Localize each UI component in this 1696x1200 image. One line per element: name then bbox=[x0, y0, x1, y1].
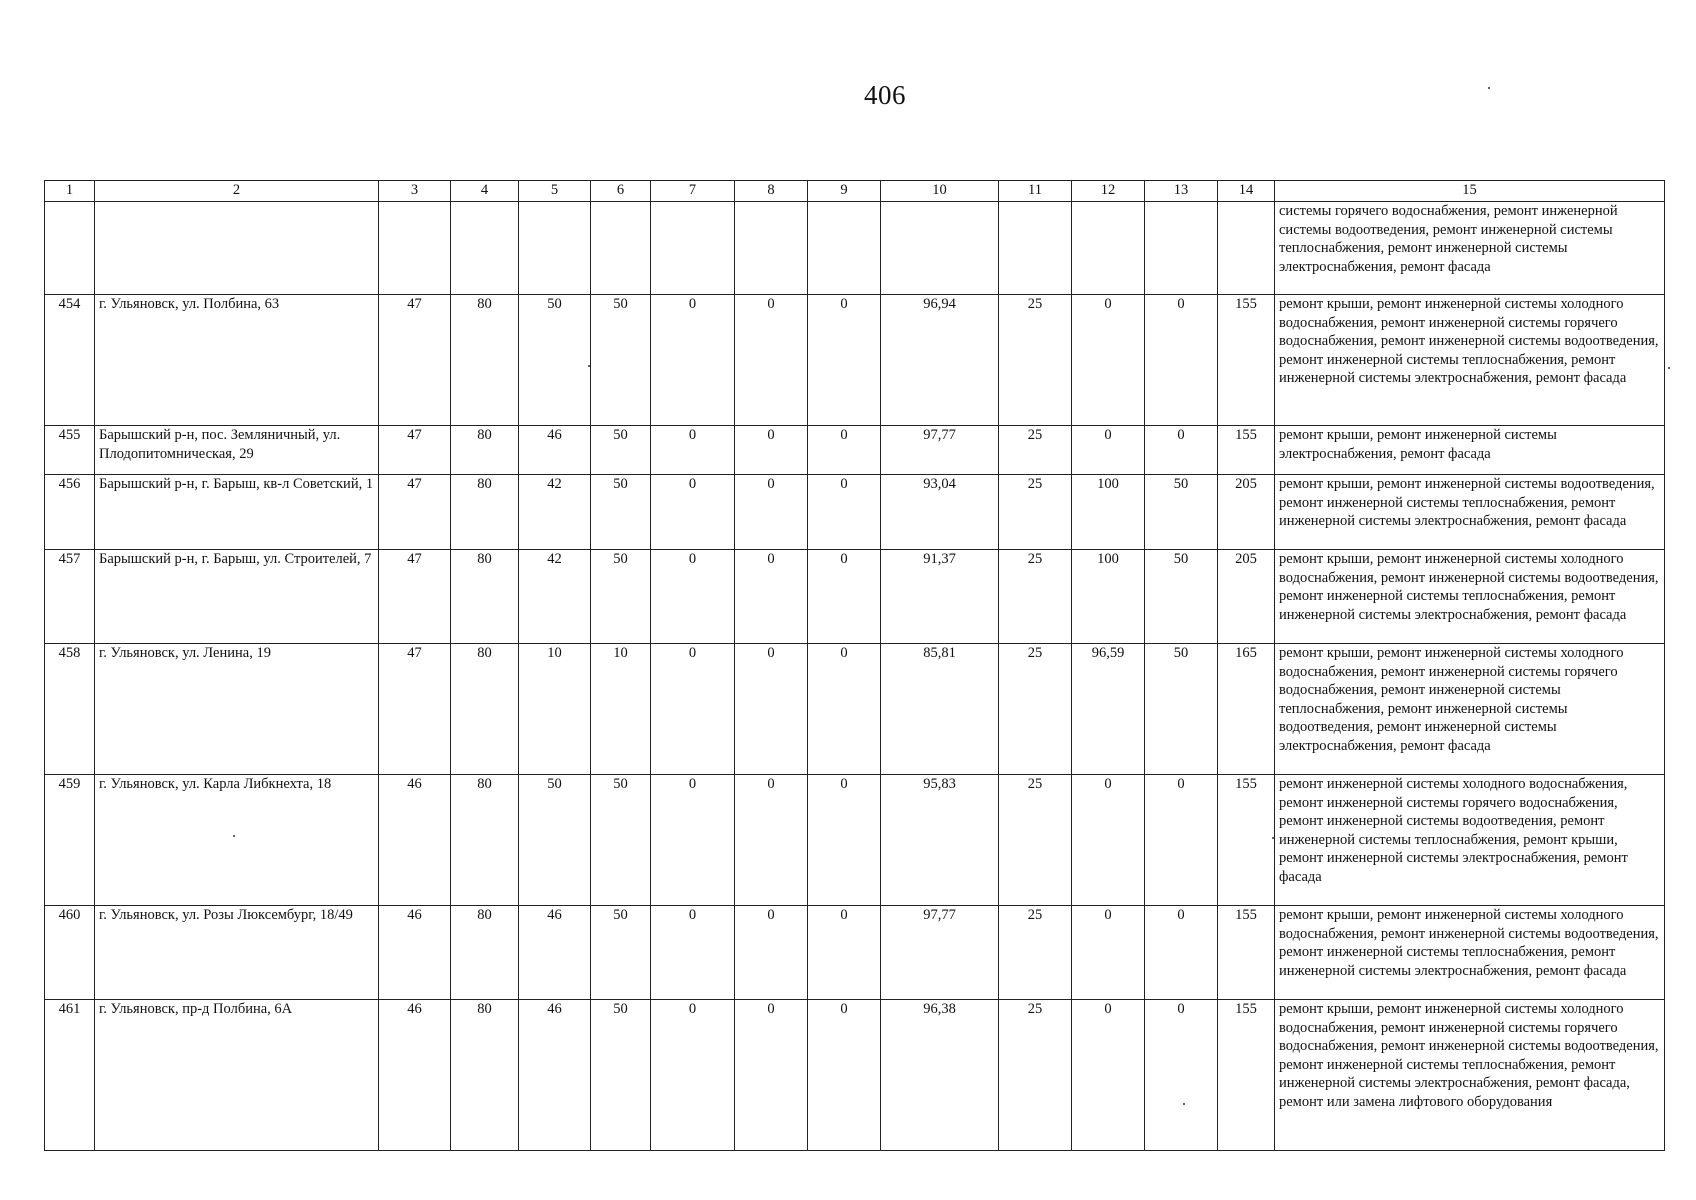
column-header: 6 bbox=[591, 181, 651, 202]
row-number: 461 bbox=[45, 1000, 95, 1151]
value-cell: 50 bbox=[1145, 644, 1218, 775]
value-cell: 0 bbox=[651, 644, 735, 775]
address-cell: г. Ульяновск, ул. Розы Люксембург, 18/49 bbox=[95, 906, 379, 1000]
value-cell: 91,37 bbox=[881, 550, 999, 644]
value-cell: 0 bbox=[651, 475, 735, 550]
column-header: 13 bbox=[1145, 181, 1218, 202]
value-cell: 0 bbox=[1072, 1000, 1145, 1151]
value-cell: 155 bbox=[1218, 1000, 1275, 1151]
address-cell: Барышский р-н, г. Барыш, ул. Строителей, 7 bbox=[95, 550, 379, 644]
value-cell: 50 bbox=[591, 426, 651, 475]
value-cell: 96,38 bbox=[881, 1000, 999, 1151]
value-cell: 50 bbox=[519, 775, 591, 906]
value-cell: 25 bbox=[999, 644, 1072, 775]
page-number: 406 bbox=[864, 80, 906, 110]
value-cell: 0 bbox=[1072, 426, 1145, 475]
value-cell: 47 bbox=[379, 644, 451, 775]
value-cell: 80 bbox=[451, 644, 519, 775]
value-cell: 0 bbox=[651, 906, 735, 1000]
value-cell: 50 bbox=[591, 775, 651, 906]
value-cell: 47 bbox=[379, 550, 451, 644]
value-cell: 0 bbox=[808, 295, 881, 426]
value-cell: 47 bbox=[379, 426, 451, 475]
value-cell: 50 bbox=[591, 906, 651, 1000]
works-list: системы горячего водоснабжения, ремонт инженерной системы водоотведения, ремонт инженерной системы теплоснабжения, ремонт инженерной системы электроснабжения, ремонт фасада bbox=[1275, 202, 1665, 295]
value-cell: 96,94 bbox=[881, 295, 999, 426]
works-list: ремонт инженерной системы холодного водоснабжения, ремонт инженерной системы горячего водоснабжения, ремонт инженерной системы водоотведения, ремонт инженерной системы теплоснабжения, ремонт крыши, ремонт инженерной системы электроснабжения, ремонт фасада bbox=[1275, 775, 1665, 906]
row-number: 454 bbox=[45, 295, 95, 426]
value-cell: 0 bbox=[651, 1000, 735, 1151]
address-cell: г. Ульяновск, пр-д Полбина, 6А bbox=[95, 1000, 379, 1151]
value-cell: 0 bbox=[808, 775, 881, 906]
value-cell: 0 bbox=[735, 644, 808, 775]
value-cell: 0 bbox=[808, 475, 881, 550]
scan-speck bbox=[233, 835, 235, 837]
value-cell: 0 bbox=[735, 475, 808, 550]
value-cell: 155 bbox=[1218, 426, 1275, 475]
table-row bbox=[45, 295, 1665, 426]
value-cell: 47 bbox=[379, 295, 451, 426]
value-cell: 50 bbox=[1145, 550, 1218, 644]
value-cell: 0 bbox=[651, 775, 735, 906]
column-header: 4 bbox=[451, 181, 519, 202]
column-header: 8 bbox=[735, 181, 808, 202]
column-header: 12 bbox=[1072, 181, 1145, 202]
works-list: ремонт крыши, ремонт инженерной системы холодного водоснабжения, ремонт инженерной системы водоотведения, ремонт инженерной системы теплоснабжения, ремонт инженерной системы электроснабжения, ремонт фасада bbox=[1275, 906, 1665, 1000]
column-header: 11 bbox=[999, 181, 1072, 202]
value-cell: 80 bbox=[451, 550, 519, 644]
value-cell: 97,77 bbox=[881, 906, 999, 1000]
value-cell: 0 bbox=[735, 906, 808, 1000]
value-cell: 25 bbox=[999, 295, 1072, 426]
value-cell: 0 bbox=[808, 550, 881, 644]
value-cell: 85,81 bbox=[881, 644, 999, 775]
value-cell: 100 bbox=[1072, 550, 1145, 644]
value-cell: 0 bbox=[651, 295, 735, 426]
address-cell: Барышский р-н, пос. Земляничный, ул. Плодопитомническая, 29 bbox=[95, 426, 379, 475]
table-row bbox=[45, 550, 1665, 644]
row-number: 455 bbox=[45, 426, 95, 475]
value-cell: 10 bbox=[591, 644, 651, 775]
works-list: ремонт крыши, ремонт инженерной системы электроснабжения, ремонт фасада bbox=[1275, 426, 1665, 475]
scan-speck bbox=[588, 365, 590, 367]
value-cell: 50 bbox=[591, 550, 651, 644]
works-list: ремонт крыши, ремонт инженерной системы водоотведения, ремонт инженерной системы теплоснабжения, ремонт инженерной системы электроснабжения, ремонт фасада bbox=[1275, 475, 1665, 550]
value-cell: 0 bbox=[735, 550, 808, 644]
value-cell: 0 bbox=[808, 426, 881, 475]
value-cell: 0 bbox=[1145, 295, 1218, 426]
value-cell: 50 bbox=[591, 1000, 651, 1151]
value-cell: 95,83 bbox=[881, 775, 999, 906]
value-cell: 80 bbox=[451, 426, 519, 475]
value-cell: 80 bbox=[451, 1000, 519, 1151]
value-cell: 46 bbox=[379, 1000, 451, 1151]
value-cell: 46 bbox=[379, 906, 451, 1000]
value-cell: 50 bbox=[519, 295, 591, 426]
value-cell: 42 bbox=[519, 475, 591, 550]
continuation-row bbox=[45, 202, 1665, 295]
value-cell: 80 bbox=[451, 775, 519, 906]
value-cell: 155 bbox=[1218, 295, 1275, 426]
table-row bbox=[45, 906, 1665, 1000]
works-list: ремонт крыши, ремонт инженерной системы холодного водоснабжения, ремонт инженерной системы горячего водоснабжения, ремонт инженерной системы водоотведения, ремонт инженерной системы теплоснабжения, ремонт инженерной системы электроснабжения, ремонт фасада, ремонт или замена лифтового оборудования bbox=[1275, 1000, 1665, 1151]
address-cell: г. Ульяновск, ул. Карла Либкнехта, 18 bbox=[95, 775, 379, 906]
column-header: 7 bbox=[651, 181, 735, 202]
value-cell: 0 bbox=[735, 426, 808, 475]
row-number: 459 bbox=[45, 775, 95, 906]
scan-speck bbox=[1488, 87, 1490, 89]
table-row bbox=[45, 644, 1665, 775]
scan-speck bbox=[1183, 1103, 1185, 1105]
value-cell: 50 bbox=[1145, 475, 1218, 550]
value-cell: 0 bbox=[1072, 906, 1145, 1000]
address-cell: Барышский р-н, г. Барыш, кв-л Советский, 1 bbox=[95, 475, 379, 550]
value-cell: 0 bbox=[808, 1000, 881, 1151]
value-cell: 0 bbox=[1072, 295, 1145, 426]
row-number: 458 bbox=[45, 644, 95, 775]
value-cell: 165 bbox=[1218, 644, 1275, 775]
works-list: ремонт крыши, ремонт инженерной системы холодного водоснабжения, ремонт инженерной системы водоотведения, ремонт инженерной системы теплоснабжения, ремонт инженерной системы электроснабжения, ремонт фасада bbox=[1275, 550, 1665, 644]
address-cell: г. Ульяновск, ул. Полбина, 63 bbox=[95, 295, 379, 426]
table-row bbox=[45, 475, 1665, 550]
value-cell: 25 bbox=[999, 775, 1072, 906]
value-cell: 80 bbox=[451, 906, 519, 1000]
row-number: 456 bbox=[45, 475, 95, 550]
value-cell: 0 bbox=[808, 644, 881, 775]
value-cell: 0 bbox=[1145, 906, 1218, 1000]
column-header: 14 bbox=[1218, 181, 1275, 202]
column-header: 9 bbox=[808, 181, 881, 202]
value-cell: 10 bbox=[519, 644, 591, 775]
scan-speck bbox=[1272, 837, 1274, 839]
value-cell: 50 bbox=[591, 295, 651, 426]
row-number: 460 bbox=[45, 906, 95, 1000]
value-cell: 0 bbox=[1145, 426, 1218, 475]
value-cell: 46 bbox=[519, 906, 591, 1000]
value-cell: 0 bbox=[1072, 775, 1145, 906]
value-cell: 47 bbox=[379, 475, 451, 550]
value-cell: 97,77 bbox=[881, 426, 999, 475]
value-cell: 0 bbox=[735, 775, 808, 906]
value-cell: 46 bbox=[519, 1000, 591, 1151]
value-cell: 96,59 bbox=[1072, 644, 1145, 775]
value-cell: 0 bbox=[651, 426, 735, 475]
works-list: ремонт крыши, ремонт инженерной системы холодного водоснабжения, ремонт инженерной системы горячего водоснабжения, ремонт инженерной системы теплоснабжения, ремонт инженерной системы водоотведения, ремонт инженерной системы электроснабжения, ремонт фасада bbox=[1275, 644, 1665, 775]
column-header: 10 bbox=[881, 181, 999, 202]
value-cell: 25 bbox=[999, 1000, 1072, 1151]
value-cell: 25 bbox=[999, 550, 1072, 644]
address-cell: г. Ульяновск, ул. Ленина, 19 bbox=[95, 644, 379, 775]
value-cell: 46 bbox=[379, 775, 451, 906]
value-cell: 42 bbox=[519, 550, 591, 644]
row-number: 457 bbox=[45, 550, 95, 644]
table-row bbox=[45, 1000, 1665, 1151]
value-cell: 50 bbox=[591, 475, 651, 550]
column-header: 15 bbox=[1275, 181, 1665, 202]
works-list: ремонт крыши, ремонт инженерной системы холодного водоснабжения, ремонт инженерной системы горячего водоснабжения, ремонт инженерной системы водоотведения, ремонт инженерной системы теплоснабжения, ремонт инженерной системы электроснабжения, ремонт фасада bbox=[1275, 295, 1665, 426]
value-cell: 46 bbox=[519, 426, 591, 475]
value-cell: 80 bbox=[451, 295, 519, 426]
value-cell: 100 bbox=[1072, 475, 1145, 550]
value-cell: 0 bbox=[1145, 1000, 1218, 1151]
value-cell: 25 bbox=[999, 475, 1072, 550]
repair-program-table bbox=[44, 180, 1665, 1151]
column-header: 1 bbox=[45, 181, 95, 202]
value-cell: 0 bbox=[651, 550, 735, 644]
value-cell: 0 bbox=[735, 1000, 808, 1151]
value-cell: 205 bbox=[1218, 550, 1275, 644]
value-cell: 0 bbox=[735, 295, 808, 426]
column-number-header-row bbox=[45, 181, 1665, 202]
value-cell: 0 bbox=[1145, 775, 1218, 906]
value-cell: 0 bbox=[808, 906, 881, 1000]
table-row bbox=[45, 426, 1665, 475]
value-cell: 25 bbox=[999, 906, 1072, 1000]
value-cell: 205 bbox=[1218, 475, 1275, 550]
column-header: 2 bbox=[95, 181, 379, 202]
value-cell: 155 bbox=[1218, 775, 1275, 906]
value-cell: 93,04 bbox=[881, 475, 999, 550]
column-header: 5 bbox=[519, 181, 591, 202]
column-header: 3 bbox=[379, 181, 451, 202]
table-row bbox=[45, 775, 1665, 906]
value-cell: 155 bbox=[1218, 906, 1275, 1000]
value-cell: 25 bbox=[999, 426, 1072, 475]
scan-speck bbox=[1668, 367, 1670, 369]
value-cell: 80 bbox=[451, 475, 519, 550]
